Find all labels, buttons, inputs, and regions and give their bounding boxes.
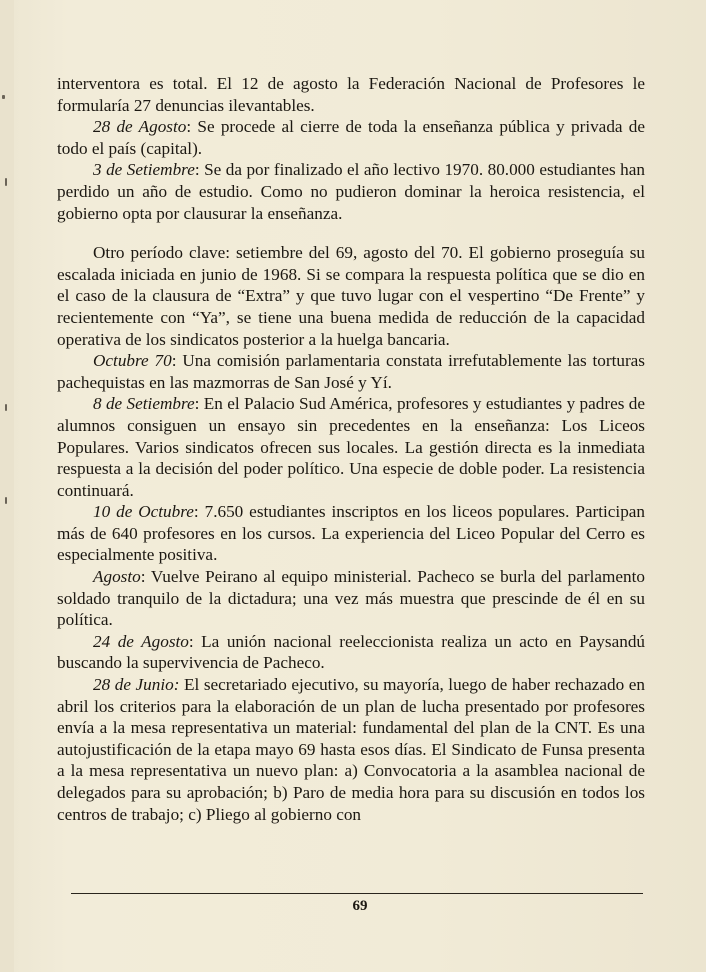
paragraph-text: : En el Palacio Sud América, profesores y estudiantes y padres de alumnos consiguen un ensayo sin precedentes en la enseñanza: Los Liceos Populares. Varios sindicatos ofrecen sus locales. La gestión directa es la inmediata respuesta a la decisión del poder político. Una especie de doble poder. La resistencia continuará. — [57, 394, 645, 500]
body-text — [57, 73, 645, 825]
scan-mark — [5, 497, 7, 504]
entry-date: 24 de Agosto — [93, 631, 189, 651]
paragraph-text: El secretariado ejecutivo, su mayoría, luego de haber rechazado en abril los criterios para la elaboración de un plan de lucha presentado por profesores envía a la mesa representativa un material: fundamental del plan de la CNT. Es una autojustificación de la etapa mayo 69 hasta esos días. El Sindicato de Funsa presenta a la mesa representativa un nuevo plan: a) Convocatoria a la asamblea nacional de delegados para su aprobación; b) Paro de media hora para su discusión en todos los centros de trabajo; c) Pliego al gobierno con — [57, 675, 645, 824]
scan-mark — [5, 178, 7, 186]
entry-date: Agosto — [93, 567, 141, 587]
entry-date: 8 de Setiembre — [93, 394, 195, 414]
entry-date: Octubre 70 — [93, 351, 172, 371]
page-number: 69 — [352, 898, 368, 914]
paragraph-8 — [57, 566, 645, 631]
paragraph-text: : Se procede al cierre de toda la enseñanza pública y privada de todo el país (capital). — [57, 117, 646, 158]
paragraph-3 — [57, 159, 645, 224]
paragraph-10 — [57, 674, 645, 825]
scan-mark — [5, 404, 7, 411]
entry-date: 28 de Agosto — [93, 117, 187, 137]
paragraph-6 — [57, 393, 645, 501]
scan-mark — [2, 95, 5, 99]
paragraph-1 — [57, 73, 645, 116]
entry-date: 28 de Junio: — [93, 675, 180, 695]
paragraph-text: : La unión nacional reeleccionista realiza un acto en Paysandú buscando la supervivencia de Pacheco. — [57, 631, 646, 673]
paragraph-5 — [57, 350, 645, 393]
footer-rule — [71, 893, 643, 894]
paragraph-4 — [57, 242, 645, 350]
paragraph-text: : Se da por finalizado el año lectivo 1970. 80.000 estudiantes han perdido un año de estudio. Como no pudieron dominar la heroica resistencia, el gobierno opta por clausurar la enseñanza. — [57, 160, 645, 223]
book-page — [14, 0, 706, 972]
paragraph-2 — [57, 116, 645, 159]
paragraph-7 — [57, 501, 645, 566]
entry-date: 10 de Octubre — [93, 502, 194, 522]
paragraph-text: : 7.650 estudiantes inscriptos en los liceos populares. Participan más de 640 profesores en los cursos. La experiencia del Liceo Popular del Cerro es especialmente positiva. — [57, 502, 646, 565]
paragraph-text: interventora es total. El 12 de agosto la Federación Nacional de Profesores le formularía 27 denuncias ilevantables. — [57, 74, 645, 115]
paragraph-text: Otro período clave: setiembre del 69, agosto del 70. El gobierno proseguía su escalada iniciada en junio de 1968. Si se compara la respuesta política que se dio en el caso de la clausura de “Extra” y que tuvo lugar con el vespertino “De Frente” y recientemente con “Ya”, se tiene una buena medida de reducción de la capacidad operativa de los sindicatos posterior a la huelga bancaria. — [57, 243, 645, 349]
entry-date: 3 de Setiembre — [93, 160, 195, 180]
paragraph-text: : Una comisión parlamentaria constata irrefutablemente las torturas pachequistas en las mazmorras de San José y Yí. — [57, 351, 645, 392]
paragraph-text: : Vuelve Peirano al equipo ministerial. Pacheco se burla del parlamento soldado tranquilo de la dictadura; una vez más muestra que prescinde de él en su política. — [57, 567, 645, 630]
paragraph-9 — [57, 631, 645, 674]
